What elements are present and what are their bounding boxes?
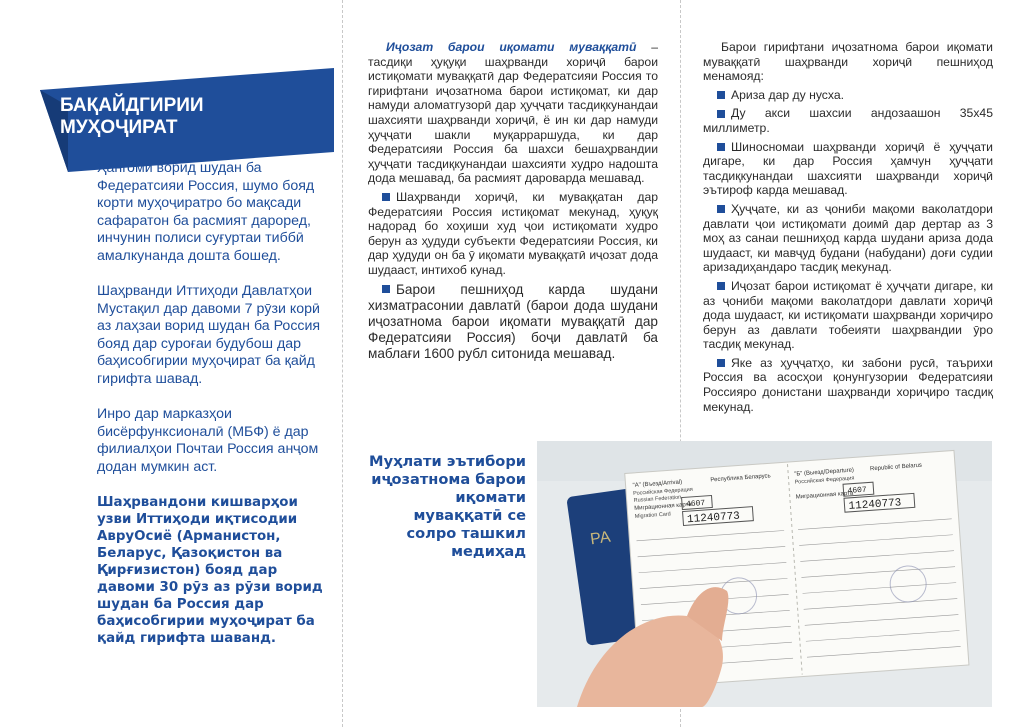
bullet-square-icon <box>717 359 725 367</box>
card-country-ru: Республика Беларусь <box>710 473 771 484</box>
right-item <box>703 279 993 352</box>
right-item <box>703 356 993 414</box>
card-serial-2: 11240773 <box>848 497 902 513</box>
bullet-square-icon <box>382 285 390 293</box>
bullet-square-icon <box>717 143 725 151</box>
card-label-a: "А" (Въезд/Arrival) <box>632 479 683 489</box>
left-column <box>97 160 325 665</box>
middle-lead-term: Иҷозат барои иқомати муваққатӣ <box>386 40 637 54</box>
left-paragraph-4: Шаҳрвандони кишварҳои узви Иттиҳоди иқтисодии АвруОсиё (Арманистон, Беларус, Қазоқистон ва Қирғизистон) бояд дар давоми 30 рӯз аз рӯзи ворид шудан ба Россия дар баҳисобгирии муҳоҷират ба қайд гирифта шаванд. <box>97 495 323 646</box>
card-fed-en: Russian Federation <box>633 494 682 504</box>
bullet-square-icon <box>717 282 725 290</box>
middle-paragraph-1 <box>368 40 658 186</box>
validity-highlight: Муҳлати эътибори иҷозатнома барои иқомати муваққатӣ се солро ташкил медиҳад <box>369 453 526 560</box>
card-title: Миграционная карта <box>634 501 692 512</box>
bullet-square-icon <box>717 91 725 99</box>
bullet-square-icon <box>717 110 725 118</box>
middle-paragraph-2-text: Шаҳрванди хориҷӣ, ки муваққатан дар Федератсияи Россия истиқомат мекунад, ҳуқуқ надорад бо хоҳиши худ ҷои истиқомати худро берун аз ҳудуди субъекти Федератсияи Россия, ки дар ҳудуди он ба ӯ иқомати муваққатӣ иҷозат дода шудааст, интихоб кунад. <box>368 189 658 277</box>
card-fed-ru: Российская Федерация <box>632 486 693 497</box>
right-item-text: Ҳуҷҷате, ки аз ҷониби мақоми ваколатдори давлати ҷои истиқомати доимӣ дар дертар аз 3 моҳ аз санаи пешниҳод карда шудани ариза дода шудааст, ки мавҷуд будани (набудани) доғи судии аризадиҳандаро тасдиқ мекунад. <box>703 201 993 275</box>
section-title <box>60 95 280 139</box>
left-paragraph-1: Ҳангоми ворид шудан ба Федератсияи Россия, шумо бояд корти муҳоҷиратро бо мақсади сафаратон ба расмият дароред, инчунин полиси суғуртаи тиббӣ амалкунанда дошта бошед. <box>97 160 315 264</box>
passport-text: РА <box>589 528 612 549</box>
right-item <box>703 202 993 275</box>
right-item-text: Иҷозат барои истиқомат ё ҳуҷҷати дигаре, ки аз ҷониби мақоми ваколатдори давлати хориҷӣ дода шудааст, ки истиқомати шаҳрванди хориҷиро берун аз давлати тобеияти шаҳрвандии ӯро тасдиқ мекунад. <box>703 278 993 352</box>
right-item-text: Ариза дар ду нусха. <box>731 87 845 102</box>
card-title-2: Миграционная карта <box>795 490 854 501</box>
migration-card-photo <box>537 441 992 707</box>
card-fed-ru-2: Российская Федерация <box>794 475 855 486</box>
right-item-text: Яке аз ҳуҷҷатҳо, ки забони русӣ, таърихи Россия ва асосҳои қонунгузории Федератсияи Россияро донистани шаҳрванди хориҷиро тасдиқ мекунад. <box>703 355 993 414</box>
right-intro <box>703 40 993 84</box>
migration-card-illustration <box>537 441 992 707</box>
bullet-square-icon <box>717 205 725 213</box>
bullet-square-icon <box>382 193 390 201</box>
right-item-text: Ду акси шахсии андозаашон 35x45 миллиметр. <box>703 106 993 135</box>
card-number: 4607 <box>685 498 706 510</box>
right-item <box>703 106 993 135</box>
middle-paragraph-3-text: Барои пешниҳод карда шудани хизматрасонии давлатӣ (барои дода шудани иҷозатнома барои иқомати муваққатӣ дар Федератсияи Россия) боҷи давлатӣ ба маблағи 1600 рубл ситонида мешавад. <box>368 281 658 361</box>
card-label-b: "Б" (Выезд/Departure) <box>794 467 855 478</box>
right-item <box>703 88 993 103</box>
card-number-2: 4607 <box>847 485 868 496</box>
section-title-line2: МУҲОҶИРАТ <box>60 117 178 138</box>
middle-paragraph-1-text: – тасдиқи ҳуқуқи шаҳрванди хориҷӣ барои истиқомати муваққатӣ дар Федератсияи Россия то гирифтани иҷозатнома барои истиқомат, ки дар намуди аломатгузорӣ дар ҳуҷҷати тасдиқкунандаи шахсияти шаҳрванди хориҷӣ, ё ин ки дар намуди ҳуҷҷати шакли муқарраршуда, ки дар Федератсияи Россия ба шахси бешаҳрвандии ҳуҷҷати тасдиқкунандаи шахсияти худро надошта дода мешавад, ба расмият дароварда мешавад. <box>368 40 659 186</box>
right-item-text: Шиносномаи шаҳрванди хориҷӣ ё ҳуҷҷати дигаре, ки дар Россия ҳамчун ҳуҷҷати тасдиқкунандаи шахсияти шаҳрванди хориҷӣ эътироф карда мешавад. <box>703 139 993 198</box>
card-subtitle: Migration Card <box>634 511 672 520</box>
right-item <box>703 140 993 198</box>
left-paragraph-3: Инро дар марказҳои бисёрфунксионалӣ (МБФ) ё дар филиалҳои Почтаи Россия анҷом додан мумкин аст. <box>97 406 319 475</box>
middle-paragraph-2 <box>368 190 658 278</box>
middle-column <box>368 40 658 366</box>
middle-paragraph-3 <box>368 282 658 362</box>
left-paragraph-2: Шаҳрванди Иттиҳоди Давлатҳои Мустақил дар давоми 7 рӯзи корӣ аз лаҳзаи ворид шудан ба Россия бояд дар суроғаи будубош дар баҳисобгирии муҳоҷират ба қайд гирифта шавад. <box>97 283 321 387</box>
card-serial: 11240773 <box>686 510 741 527</box>
section-title-line1: БАҚАЙДГИРИИ <box>60 95 204 116</box>
card-country-en: Republic of Belarus <box>869 462 923 473</box>
right-column <box>703 40 993 418</box>
fold-line-left <box>342 0 343 727</box>
right-intro-text: Барои гирифтани иҷозатнома барои иқомати муваққатӣ шаҳрванди хориҷӣ пешниҳод менамояд: <box>703 40 993 84</box>
